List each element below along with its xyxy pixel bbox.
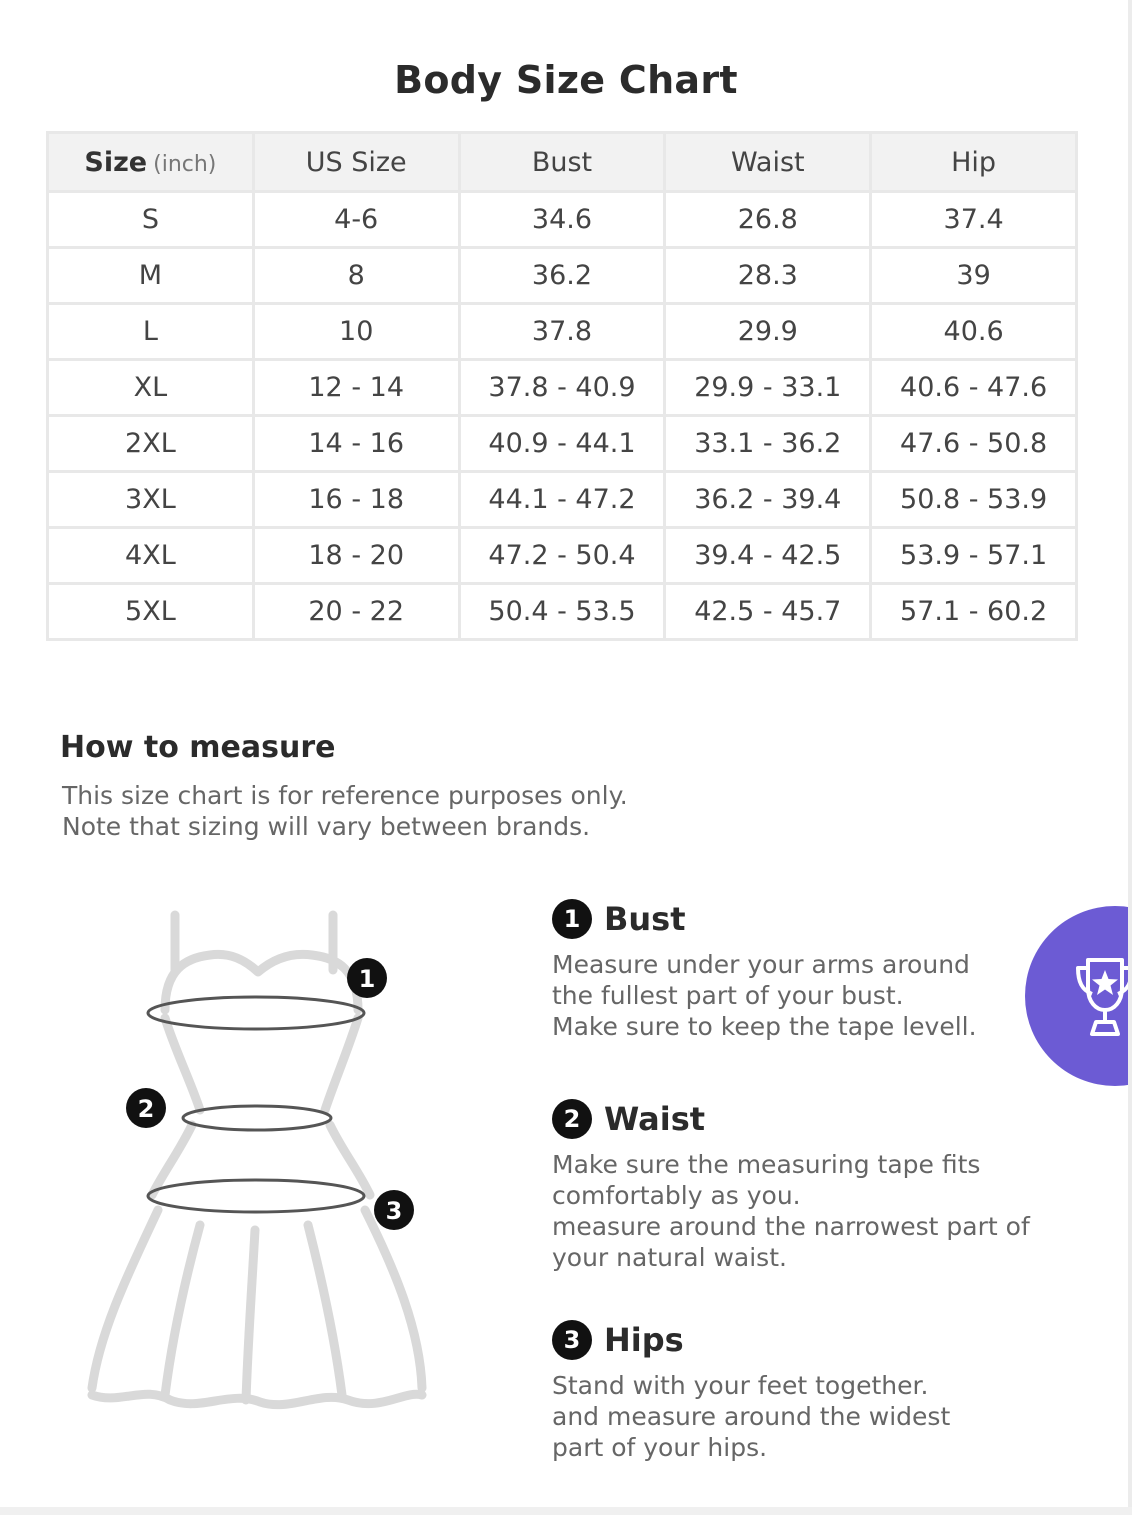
table-cell: 29.9 - 33.1 (665, 360, 871, 416)
dress-outline-icon (80, 900, 460, 1420)
step-line: Stand with your feet together. (552, 1371, 929, 1400)
table-row (48, 360, 1077, 416)
skirt-fold (246, 1230, 255, 1400)
table-cell: 53.9 - 57.1 (871, 528, 1077, 584)
step-line: measure around the narrowest part of (552, 1212, 1030, 1241)
table-row (48, 192, 1077, 248)
table-row (48, 304, 1077, 360)
table-cell: 39 (871, 248, 1077, 304)
step-hips (552, 1320, 950, 1463)
size-cell: 5XL (48, 584, 254, 640)
size-cell: S (48, 192, 254, 248)
table-cell: 37.8 (459, 304, 665, 360)
marker-3-label: 3 (385, 1197, 403, 1225)
step-line: and measure around the widest (552, 1402, 951, 1431)
table-body (48, 192, 1077, 640)
step-bust (552, 899, 977, 1042)
table-cell: 50.4 - 53.5 (459, 584, 665, 640)
size-cell: M (48, 248, 254, 304)
measure-note-line: Note that sizing will vary between brands. (62, 812, 591, 841)
header-waist: Waist (665, 133, 871, 192)
size-table (46, 131, 1078, 641)
table-cell: 29.9 (665, 304, 871, 360)
step-description (552, 1149, 1030, 1273)
step-line: the fullest part of your bust. (552, 981, 904, 1010)
table-cell: 57.1 - 60.2 (871, 584, 1077, 640)
table-cell: 40.9 - 44.1 (459, 416, 665, 472)
step-description (552, 949, 977, 1042)
bodice-right (325, 1018, 358, 1110)
number-2-icon: 2 (552, 1099, 592, 1139)
bottom-edge (0, 1507, 1132, 1515)
size-cell: L (48, 304, 254, 360)
header-hip: Hip (871, 133, 1077, 192)
table-cell: 8 (253, 248, 459, 304)
header-size-label: Size (84, 146, 148, 178)
table-cell: 4-6 (253, 192, 459, 248)
step-line: Make sure to keep the tape levell. (552, 1012, 977, 1041)
number-3-icon: 3 (552, 1320, 592, 1360)
header-size-unit: (inch) (153, 151, 217, 177)
step-line: your natural waist. (552, 1243, 787, 1272)
step-line: comfortably as you. (552, 1181, 801, 1210)
table-row (48, 584, 1077, 640)
table-cell: 50.8 - 53.9 (871, 472, 1077, 528)
size-cell: XL (48, 360, 254, 416)
table-cell: 37.8 - 40.9 (459, 360, 665, 416)
size-cell: 3XL (48, 472, 254, 528)
step-title: Waist (604, 1100, 706, 1138)
table-cell: 36.2 (459, 248, 665, 304)
size-cell: 2XL (48, 416, 254, 472)
how-to-measure-heading: How to measure (60, 730, 336, 765)
marker-1-label: 1 (358, 965, 376, 993)
marker-2-label: 2 (137, 1095, 155, 1123)
table-cell: 10 (253, 304, 459, 360)
table-cell: 47.6 - 50.8 (871, 416, 1077, 472)
table-cell: 18 - 20 (253, 528, 459, 584)
table-cell: 14 - 16 (253, 416, 459, 472)
table-cell: 36.2 - 39.4 (665, 472, 871, 528)
step-line: Make sure the measuring tape fits (552, 1150, 981, 1179)
step-description (552, 1370, 950, 1463)
table-row (48, 248, 1077, 304)
header-bust: Bust (459, 133, 665, 192)
table-cell: 44.1 - 47.2 (459, 472, 665, 528)
table-cell: 33.1 - 36.2 (665, 416, 871, 472)
skirt-hem (92, 1394, 422, 1404)
table-header-row (48, 133, 1077, 192)
table-cell: 26.8 (665, 192, 871, 248)
waist-tape (183, 1106, 331, 1130)
table-cell: 40.6 - 47.6 (871, 360, 1077, 416)
hip-tape (148, 1180, 364, 1212)
size-cell: 4XL (48, 528, 254, 584)
table-cell: 42.5 - 45.7 (665, 584, 871, 640)
step-waist (552, 1099, 1030, 1273)
trophy-star-icon[interactable] (1070, 950, 1132, 1040)
skirt-left (92, 1210, 158, 1388)
page-title: Body Size Chart (394, 58, 738, 102)
skirt-fold (165, 1225, 200, 1395)
bust-tape (148, 997, 364, 1029)
table-cell: 12 - 14 (253, 360, 459, 416)
measure-note (62, 780, 628, 842)
table-cell: 47.2 - 50.4 (459, 528, 665, 584)
table-cell: 28.3 (665, 248, 871, 304)
step-title: Hips (604, 1321, 684, 1359)
table-cell: 40.6 (871, 304, 1077, 360)
header-us-size: US Size (253, 133, 459, 192)
table-cell: 20 - 22 (253, 584, 459, 640)
table-cell: 34.6 (459, 192, 665, 248)
skirt-fold (308, 1225, 342, 1395)
step-line: part of your hips. (552, 1433, 768, 1462)
table-cell: 37.4 (871, 192, 1077, 248)
step-title: Bust (604, 900, 686, 938)
table-cell: 39.4 - 42.5 (665, 528, 871, 584)
right-edge (1128, 0, 1132, 1515)
number-1-icon: 1 (552, 899, 592, 939)
table-row (48, 416, 1077, 472)
table-row (48, 472, 1077, 528)
skirt-right (365, 1210, 422, 1388)
step-line: Measure under your arms around (552, 950, 970, 979)
table-row (48, 528, 1077, 584)
measure-note-line: This size chart is for reference purposes only. (62, 781, 628, 810)
bodice-left (165, 1018, 200, 1110)
header-size (48, 133, 254, 192)
table-cell: 16 - 18 (253, 472, 459, 528)
